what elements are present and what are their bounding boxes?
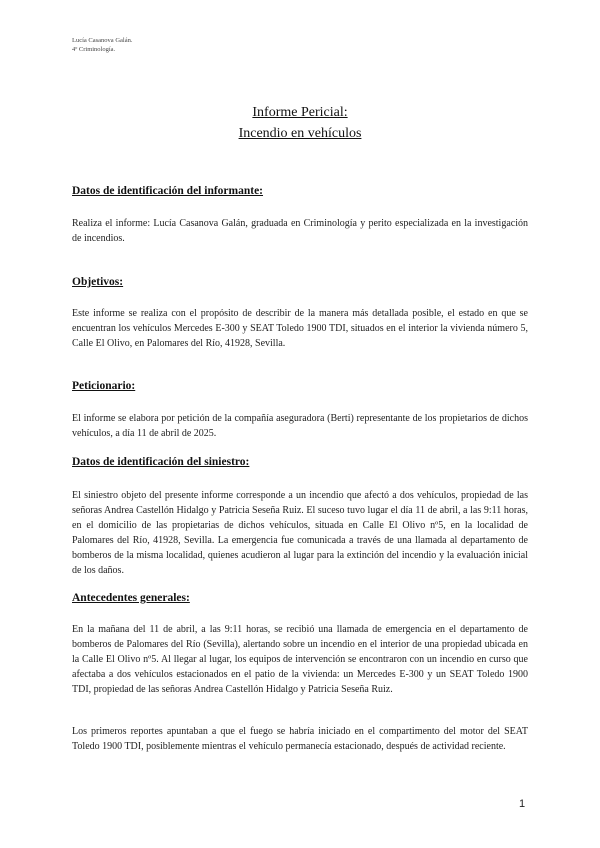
paragraph-peticionario: El informe se elabora por petición de la compañía aseguradora (Berti) representante de los propietarios de dichos vehículos, a día 11 de abril de 2025.	[72, 413, 528, 439]
header-course: 4º Criminología.	[72, 46, 116, 53]
paragraph-siniestro: El siniestro objeto del presente informe corresponde a un incendio que afectó a dos vehículos, propiedad de las señoras Andrea Castellón Hidalgo y Patricia Seseña Ruiz. El suceso tuvo lugar el día 11 de abril, a las 9:11 horas, en el domicilio de las propietarias de dichos vehículos, situada en Calle El Olivo nº5, en la localidad de Palomares del Río, 41928, Sevilla. La emergencia fue comunicada a través de una llamada al departamento de bomberos de la misma localidad, quienes acudieron al lugar para la extinción del incendio y la evaluación inicial de los daños.	[72, 490, 528, 576]
page-header	[72, 36, 132, 54]
header-author: Lucía Casanova Galán.	[72, 37, 133, 44]
heading-siniestro: Datos de identificación del siniestro:	[72, 456, 250, 468]
title-line-1: Informe Pericial:	[252, 105, 348, 120]
page-number: 1	[519, 798, 526, 810]
heading-objetivos: Objetivos:	[72, 276, 124, 288]
document-title	[0, 102, 600, 144]
heading-antecedentes: Antecedentes generales:	[72, 592, 190, 604]
paragraph-antecedentes-1: En la mañana del 11 de abril, a las 9:11 horas, se recibió una llamada de emergencia en el departamento de bomberos de Palomares del Río (Sevilla), alertando sobre un incendio en el interior de una propiedad ubicada en la Calle El Olivo nº5. Al llegar al lugar, los equipos de intervención se encontraron con un incendio en curso que afectaba a dos vehículos estacionados en el patio de la vivienda: un Mercedes E-300 y un SEAT Toledo 1900 TDI, propiedad de las señoras Andrea Castellón Hidalgo y Patricia Seseña Ruiz.	[72, 624, 528, 695]
heading-peticionario: Peticionario:	[72, 380, 136, 392]
title-line-2: Incendio en vehículos	[238, 126, 362, 141]
paragraph-objetivos: Este informe se realiza con el propósito de describir de la manera más detallada posible, el estado en que se encuentran los vehículos Mercedes E-300 y SEAT Toledo 1900 TDI, situados en el interior la vivienda número 5, Calle El Olivo, en Palomares del Río, 41928, Sevilla.	[72, 308, 528, 349]
paragraph-antecedentes-2: Los primeros reportes apuntaban a que el fuego se habría iniciado en el compartimento del motor del SEAT Toledo 1900 TDI, posiblemente mientras el vehículo permanecía estacionado, después de actividad reciente.	[72, 726, 528, 752]
heading-informante: Datos de identificación del informante:	[72, 185, 264, 197]
paragraph-informante: Realiza el informe: Lucía Casanova Galán, graduada en Criminología y perito especializada en la investigación de incendios.	[72, 218, 528, 244]
